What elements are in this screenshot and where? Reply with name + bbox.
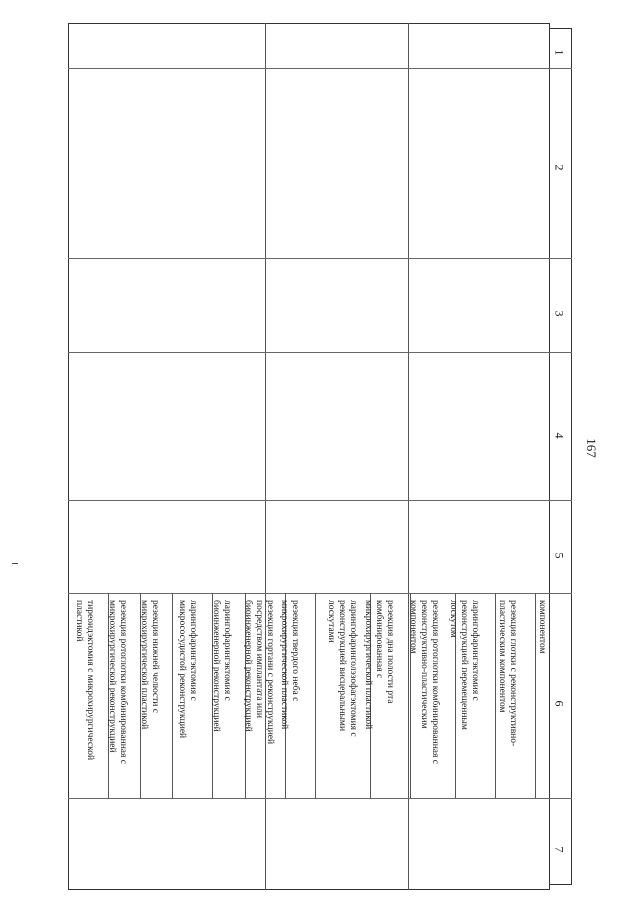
procedure-item xyxy=(407,600,440,764)
procedure-line: резекция глотки с реконструктивно- xyxy=(508,600,518,747)
column-header-6: 6 xyxy=(552,700,567,707)
row-divider xyxy=(172,593,173,798)
procedure-item xyxy=(242,600,275,744)
procedure-line: компонентом xyxy=(408,600,418,654)
procedure-line: микрохирургической пластикой xyxy=(279,600,289,730)
procedure-item xyxy=(447,600,480,730)
procedure-line: пластикой xyxy=(74,600,84,642)
procedure-line: микрохирургической пластикой xyxy=(139,600,149,730)
column-divider xyxy=(265,23,266,890)
procedure-line: резекция ротоглотки комбинированная с xyxy=(430,600,440,764)
procedure-item xyxy=(176,600,198,738)
procedure-line: лоскутом xyxy=(448,600,458,638)
procedure-line: резекция нижней челюсти с xyxy=(150,600,160,713)
procedure-line: компонентом xyxy=(537,600,547,654)
procedure-line: реконструкцией висцеральными xyxy=(337,600,347,732)
procedure-item xyxy=(362,600,395,729)
procedure-line: микрохирургической пластикой xyxy=(363,600,373,730)
procedure-line: посредством имплантата или xyxy=(254,600,264,718)
procedure-line: комбинированная с xyxy=(374,600,384,679)
procedure-line: биоинженерной реконструкцией xyxy=(243,600,253,732)
procedure-item xyxy=(536,600,547,654)
column-header-2: 2 xyxy=(552,164,567,171)
page-number: 167 xyxy=(583,438,599,458)
procedure-item xyxy=(496,600,518,746)
procedure-line: лоскутами xyxy=(326,600,336,643)
column-header-5: 5 xyxy=(552,552,567,559)
procedure-line: резекция дна полости рта xyxy=(385,600,395,704)
procedure-item xyxy=(138,600,160,729)
column-divider xyxy=(68,798,572,799)
column-divider xyxy=(68,593,572,594)
procedure-line: реконструктивно-пластическим xyxy=(419,600,429,729)
procedure-item xyxy=(210,600,232,732)
column-header-1: 1 xyxy=(552,49,567,56)
column-header-7: 7 xyxy=(552,846,567,853)
column-header-4: 4 xyxy=(552,432,567,439)
procedure-item xyxy=(278,600,300,729)
procedure-line: резекция гортани с реконструкцией xyxy=(265,600,275,745)
procedure-line: ларингофарингэктомия с xyxy=(188,600,198,701)
procedure-item xyxy=(325,600,358,737)
procedure-line: биоинженерной реконструкцией xyxy=(211,600,221,732)
procedure-item xyxy=(106,600,128,764)
procedure-line: микрососудистой реконструкцией xyxy=(177,600,187,739)
procedure-line: тиреоидэктомия с микрохирургической xyxy=(85,600,95,761)
procedure-line: ларингофарингэктомия с xyxy=(222,600,232,701)
column-divider xyxy=(68,68,572,69)
procedure-line: реконструкцией перемещенным xyxy=(459,600,469,730)
procedure-line: резекция ротоглотки комбинированная с xyxy=(118,600,128,764)
procedure-line: пластическим компонентом xyxy=(497,600,507,713)
procedure-line: ларингофарингэктомия с xyxy=(470,600,480,701)
procedure-line: резекция твердого неба с xyxy=(290,600,300,702)
column-divider xyxy=(68,500,572,501)
column-divider xyxy=(68,352,572,353)
procedure-line: микрохирургической реконструкцией xyxy=(107,600,117,753)
row-divider xyxy=(315,593,316,798)
column-divider xyxy=(68,258,572,259)
procedure-item xyxy=(73,600,95,760)
column-header-3: 3 xyxy=(552,310,567,317)
procedure-line: ларингофаринголэзофагэктомия с xyxy=(348,600,358,737)
margin-mark xyxy=(12,563,18,564)
table-header-row xyxy=(550,28,572,885)
